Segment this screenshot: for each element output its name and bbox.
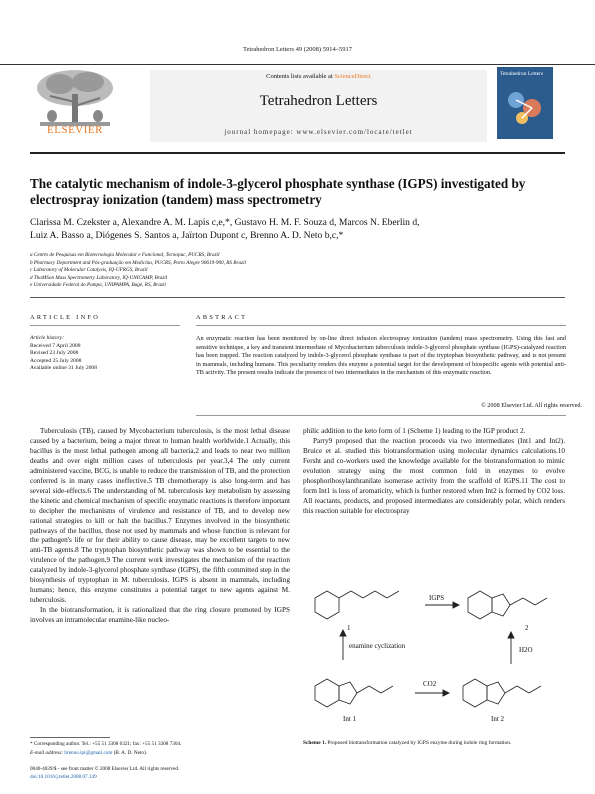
- footnote-rule: [30, 737, 110, 738]
- header-rule: [0, 64, 595, 65]
- issn-line: 0040-4039/$ - see front matter © 2008 Elsevier Ltd. All rights reserved.: [30, 766, 180, 772]
- email-suffix: (B. A. D. Neto).: [113, 749, 147, 756]
- history-label: Article history:: [30, 335, 65, 341]
- scheme-co2: CO2: [423, 680, 437, 688]
- scheme-label-1: 1: [347, 624, 351, 632]
- article-info-heading: ARTICLE INFO: [30, 314, 101, 321]
- scheme-label-int2: Int 2: [491, 715, 505, 723]
- issn-doi: [30, 765, 290, 781]
- email-label: E-mail address:: [30, 749, 64, 756]
- article-title: The catalytic mechanism of indole-3-glycerol phosphate synthase (IGPS) investigated by electrospray ionization (tandem) mass spectrometry: [30, 176, 526, 207]
- scheme-enamine: enamine cyclization: [349, 642, 406, 650]
- abstract-heading: ABSTRACT: [196, 314, 248, 321]
- email-line: [30, 749, 290, 758]
- masthead-rule: [30, 152, 565, 154]
- contents-line: [150, 73, 487, 80]
- cover-title: Tetrahedron Letters: [500, 71, 544, 77]
- received-date: Received 7 April 2008: [30, 342, 81, 349]
- abstract-rule: [196, 325, 566, 326]
- body-paragraph: Tuberculosis (TB), caused by Mycobacterium tuberculosis, is the most lethal disease caused by a bacterium, being a major threat to human health worldwide.1 Actually, this bacillus is the most lethal pathogen among all bacteria,2 and leads to near two million deaths and over eight million cases of tuberculosis per year.3,4 The only current administered vaccine, BCG, is unable to reduce the transmission of TB, and the protection conferred is in many cases ineffective.5 TB chemotherapy is also long-term and has several side-effects.6 The understanding of M. tuberculosis key metabolism by assessing the kinetic and chemical mechanism of specific enzymatic reactions is therefore important to decipher the mechanisms of virulence and resistance of TB, and to develop new rational strategies to kill or halt the bacillus.7 Enzymes involved in the biosynthetic pathways of the bacillus, those not used by mammals and whose function is relevant for the pathogen's life or for their ability to cause disease, may be excellent targets to new anti-TB agents.8 The tryptophan biosynthetic pathway was shown to be essential to the virulence of the pathogen.9 The current work investigates the mechanism of the reaction catalyzed by indole-3-glycerol phosphate synthase (IGPS), the fifth committed step in the biosynthesis of tryptophan in M. tuberculosis. IGPS is absent in mammals, including humans; hence, this enzyme constitutes a potential target to new agents against M. tuberculosis.: [30, 427, 290, 605]
- authors-line-2: Luiz A. Basso a, Diógenes S. Santos a, Jaïrton Dupont c, Brenno A. D. Neto b,c,*: [30, 230, 344, 241]
- abstract-text: An enzymatic reaction has been monitored by on-line direct infusion electrospray ionization (tandem) mass spectrometry. Using this fast and sensitive technique, a key and transient intermediate of Mycobacterium tuberculosis indole-3-glycerol phosphate synthase (IGPS)-catalyzed reaction has been trapped. The reaction catalyzed by indole-3-glycerol phosphate synthase is part of the tryptophan biosynthetic pathway, and is not present in mammals, including humans. This peculiarity renders this enzyme a potential target for the development of biospecific agents with potential anti-TB activity. The present results indicate the presence of two intermediates in the mechanism of this enzymatic reaction.: [196, 335, 566, 376]
- journal-title: Tetrahedron Letters: [259, 93, 378, 109]
- accepted-date: Accepted 25 July 2008: [30, 357, 82, 364]
- authors-line-1: Clarissa M. Czekster a, Alexandre A. M. Lapis c,e,*, Gustavo H. M. F. Souza d, Marcos N. Eberlin d,: [30, 217, 420, 228]
- journal-homepage[interactable]: journal homepage: www.elsevier.com/locate/tetlet: [224, 128, 413, 136]
- abstract-copyright: © 2008 Elsevier Ltd. All rights reserved.: [481, 402, 582, 409]
- author-list: [30, 216, 565, 242]
- body-paragraph: In the biotransformation, it is rationalized that the ring closure promoted by IGPS involves an intramolecular enamine-like nucleo-: [30, 606, 290, 625]
- revised-date: Revised 23 July 2008: [30, 350, 79, 357]
- body-paragraph: philic addition to the keto form of 1 (Scheme 1) leading to the IGP product 2.: [303, 427, 526, 435]
- affiliation: c Laboratory of Molecular Catalysis, IQ-UFRGS, Brazil: [30, 267, 148, 273]
- body-column-right: [303, 427, 565, 517]
- body-paragraph: Parry9 proposed that the reaction proceeds via two intermediates (Int1 and Int2). Bruice et al. studied this biotransformation using molecular dynamics calculations.10 Fersht and co-workers used the knowledge available for the biotransformation to mimic evolution strategy using the most common fold in enzymes to evolve phosphoribosylanthranilate isomerase activity from the scaffold of IGPS.11 The cost to form Int1 is loss of aromaticity, which is further restored when Int2 is formed by CO2 loss. All reactants, products, and proposed intermediates are considerably polar, which renders this reaction suitable for electrospray: [303, 436, 565, 515]
- contents-prefix: Contents lists available at: [266, 73, 335, 80]
- caption-label: Scheme 1.: [303, 740, 327, 746]
- body-column-left: [30, 427, 290, 626]
- scheme-label-2: 2: [525, 624, 529, 632]
- authors-rule: [30, 297, 565, 298]
- cover-molecule-art: [502, 86, 548, 126]
- sciencedirect-link[interactable]: ScienceDirect: [334, 73, 371, 80]
- article-info-rule: [30, 325, 180, 326]
- scheme-caption: [303, 740, 565, 748]
- online-date: Available online 31 July 2008: [30, 365, 98, 372]
- affiliation: e Universidade Federal do Pampa, UNIPAMPA, Bagé, RS, Brazil: [30, 282, 166, 288]
- scheme-h2o: H2O: [519, 646, 533, 654]
- scheme-label-int1: Int 1: [343, 715, 357, 723]
- affiliations: [30, 252, 565, 290]
- affiliation: b Pharmacy Department and Pós-graduação em Medicina, PUCRS, Porto Alegre 90619-900, RS Brazil: [30, 259, 246, 266]
- scheme-igps: IGPS: [429, 594, 445, 602]
- email-link[interactable]: brenno.ipi@gmail.com: [64, 749, 113, 756]
- article-history: [30, 335, 180, 373]
- publisher-logo-text: ELSEVIER: [47, 124, 103, 136]
- affiliation: a Centro de Pesquisas em Biotecnologia Molecular e Funcional, Tecnopuc, PUCRS, Brazil: [30, 252, 220, 258]
- corresponding-author: * Corresponding author. Tel.: +55 51 3308 6321; fax: +55 51 3308 7304.: [30, 741, 182, 747]
- abstract-bottom-rule: [196, 415, 566, 416]
- affiliation: d ThoMSon Mass Spectrometry Laboratory, IQ-UNICAMP, Brazil: [30, 274, 168, 281]
- caption-text: Proposed biotransformation catalyzed by IGPS enzyme during indole ring formation.: [327, 740, 512, 746]
- running-head: Tetrahedron Letters 49 (2008) 5914–5917: [243, 46, 352, 53]
- corresponding-footnote: [30, 740, 290, 757]
- doi-link[interactable]: doi:10.1016/j.tetlet.2008.07.149: [30, 774, 97, 780]
- reaction-scheme: [303, 576, 565, 736]
